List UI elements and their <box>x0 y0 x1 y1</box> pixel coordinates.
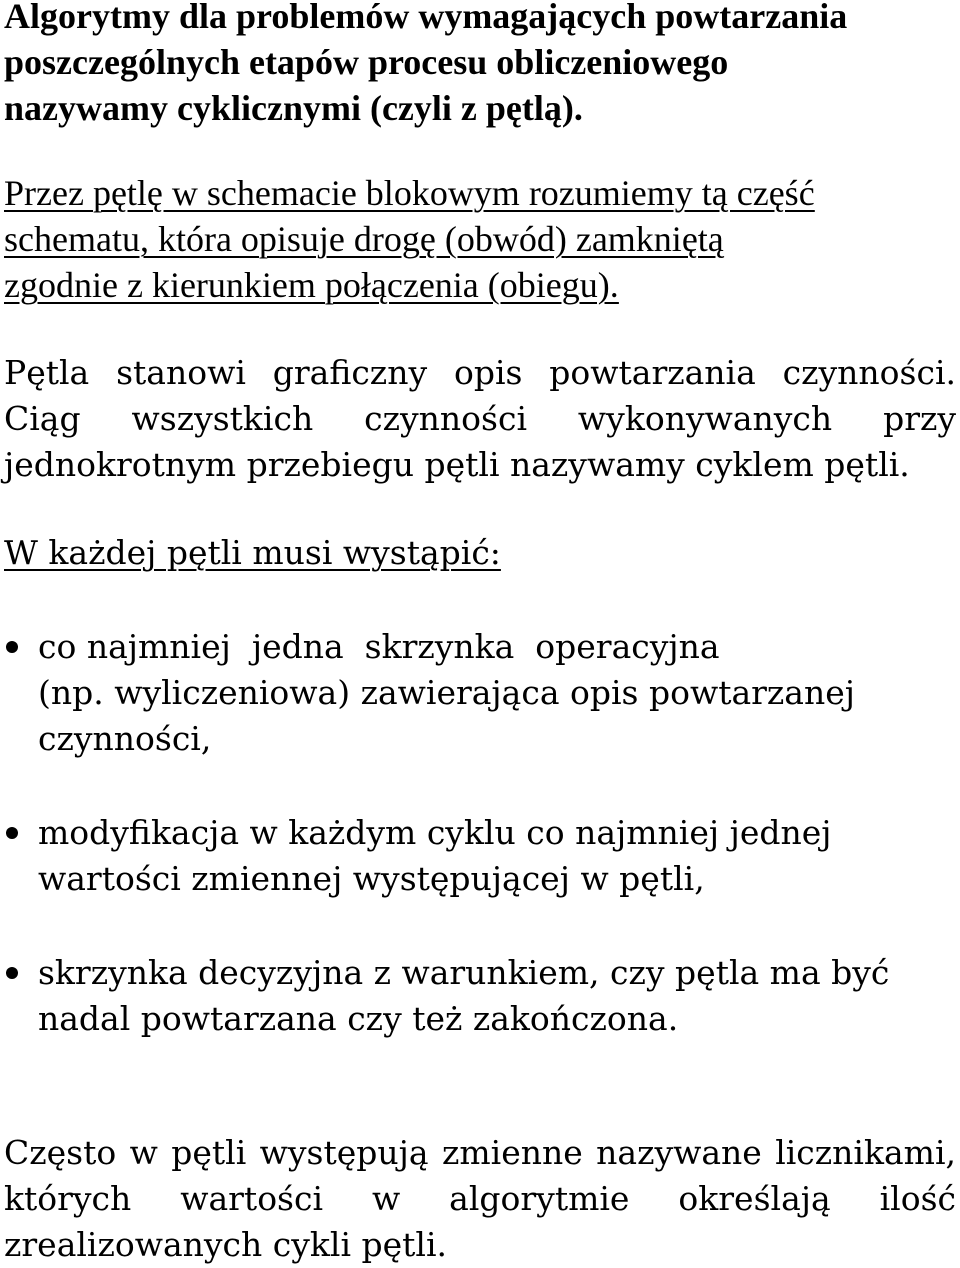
intro-line-2: poszczególnych etapów procesu obliczeniowego <box>4 42 729 82</box>
counters-line-1: Często w pętli występują zmienne nazywane licznikami, <box>4 1133 956 1172</box>
requirement-1-line-3: czynności, <box>38 719 212 758</box>
intro-line-3: nazywamy cyklicznymi (czyli z pętlą). <box>4 88 583 128</box>
requirement-2-line-2: wartości zmiennej występującej w pętli, <box>38 859 705 898</box>
description-line-1: Pętla stanowi graficzny opis powtarzania czynności. <box>4 353 956 392</box>
counters-line-3: zrealizowanych cykli pętli. <box>4 1225 448 1264</box>
counters-paragraph <box>4 1130 956 1268</box>
requirement-1-line-1: co najmniej jedna skrzynka operacyjna <box>38 627 720 666</box>
definition-line-3: zgodnie z kierunkiem połączenia (obiegu). <box>4 265 619 305</box>
requirements-heading-text: W każdej pętli musi wystąpić: <box>4 533 501 572</box>
definition-paragraph <box>4 170 956 308</box>
requirement-2-line-1: modyfikacja w każdym cyklu co najmniej jednej <box>38 813 832 852</box>
bullet-icon <box>6 827 18 839</box>
description-line-2: Ciąg wszystkich czynności wykonywanych przy <box>4 399 956 438</box>
requirement-3-line-1: skrzynka decyzyjna z warunkiem, czy pętla ma być <box>38 953 890 992</box>
intro-paragraph <box>4 0 956 131</box>
requirement-3-line-2: nadal powtarzana czy też zakończona. <box>38 999 679 1038</box>
description-line-3: jednokrotnym przebiegu pętli nazywamy cyklem pętli. <box>4 445 910 484</box>
description-paragraph <box>4 350 956 488</box>
intro-line-1: Algorytmy dla problemów wymagających powtarzania <box>4 0 848 36</box>
requirement-1-line-2: (np. wyliczeniowa) zawierająca opis powtarzanej <box>38 673 855 712</box>
definition-line-1: Przez pętlę w schemacie blokowym rozumiemy tą część <box>4 173 815 213</box>
requirements-heading <box>4 530 956 576</box>
definition-line-2: schematu, która opisuje drogę (obwód) zamkniętą <box>4 219 724 259</box>
bullet-icon <box>6 967 18 979</box>
bullet-icon <box>6 641 18 653</box>
counters-line-2: których wartości w algorytmie określają ilość <box>4 1179 956 1218</box>
